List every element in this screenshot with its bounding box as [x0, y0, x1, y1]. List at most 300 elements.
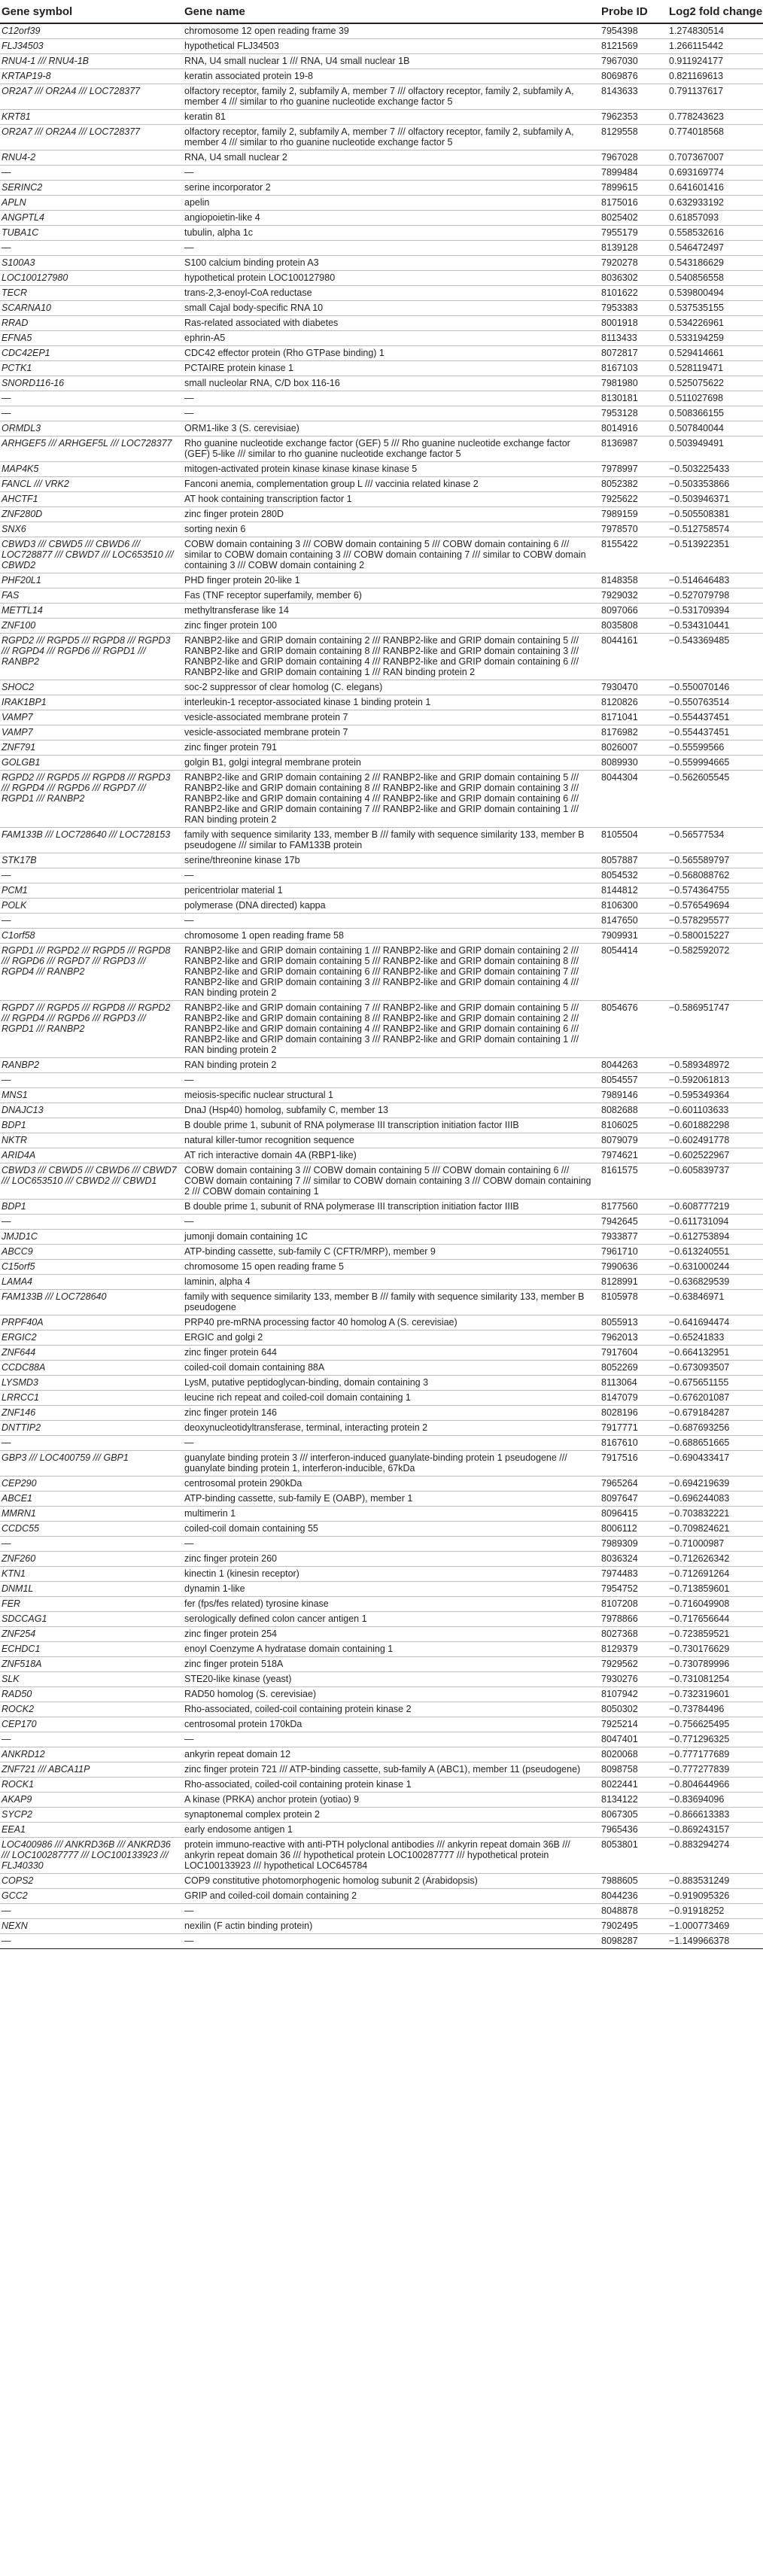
table-row: [0, 695, 763, 710]
probe-id-cell: 8044304: [600, 771, 664, 828]
gene-symbol-cell: KRT81: [0, 110, 183, 125]
gene-symbol-cell: —: [0, 1537, 183, 1552]
gene-symbol-cell: OR2A7 /// OR2A4 /// LOC728377: [0, 84, 183, 110]
gene-name-cell: family with sequence similarity 133, member B /// family with sequence similarity 133, member B pseudogene: [183, 1290, 600, 1315]
log2-fold-change-cell: 0.525075622: [664, 376, 763, 391]
gene-name-cell: natural killer-tumor recognition sequence: [183, 1133, 600, 1148]
gene-symbol-cell: KTN1: [0, 1567, 183, 1582]
log2-fold-change-cell: −0.608777219: [664, 1200, 763, 1215]
gene-name-cell: —: [183, 241, 600, 256]
table-row: [0, 868, 763, 884]
probe-id-cell: 8044263: [600, 1058, 664, 1073]
probe-id-cell: 7962013: [600, 1331, 664, 1346]
table-row: [0, 1376, 763, 1391]
table-row: [0, 477, 763, 492]
probe-id-cell: 8054532: [600, 868, 664, 884]
gene-symbol-cell: ZNF100: [0, 619, 183, 634]
gene-name-cell: —: [183, 166, 600, 181]
gene-symbol-cell: FAM133B /// LOC728640 /// LOC728153: [0, 828, 183, 853]
table-row: [0, 1230, 763, 1245]
table-row: [0, 1717, 763, 1732]
table-row: [0, 23, 763, 39]
gene-name-cell: RANBP2-like and GRIP domain containing 2 /// RANBP2-like and GRIP domain containing 5 /// RANBP2-like and GRIP domain containing 8 /// RANBP2-like and GRIP domain containing 3 /// RANBP2-like and GRIP domain containing 4 /// RANBP2-like and GRIP domain containing 6 /// RANBP2-like and GRIP domain containing 1 /// RAN binding protein 2: [183, 634, 600, 680]
table-row: [0, 1331, 763, 1346]
gene-name-cell: centrosomal protein 290kDa: [183, 1477, 600, 1492]
probe-id-cell: 8121569: [600, 39, 664, 54]
gene-symbol-cell: ZNF146: [0, 1406, 183, 1421]
table-row: [0, 1747, 763, 1762]
gene-symbol-cell: SDCCAG1: [0, 1612, 183, 1627]
table-row: [0, 1346, 763, 1361]
gene-name-cell: soc-2 suppressor of clear homolog (C. elegans): [183, 680, 600, 695]
table-row: [0, 1672, 763, 1687]
probe-id-cell: 7929562: [600, 1657, 664, 1672]
log2-fold-change-cell: 0.533194259: [664, 331, 763, 346]
gene-symbol-cell: ARHGEF5 /// ARHGEF5L /// LOC728377: [0, 436, 183, 462]
table-row: [0, 756, 763, 771]
probe-id-cell: 8054676: [600, 1001, 664, 1058]
log2-fold-change-cell: −0.565589797: [664, 853, 763, 868]
log2-fold-change-cell: 1.274830514: [664, 23, 763, 39]
gene-name-cell: family with sequence similarity 133, member B /// family with sequence similarity 133, member B pseudogene /// similar to FAM133B protein: [183, 828, 600, 853]
gene-name-cell: keratin 81: [183, 110, 600, 125]
gene-symbol-cell: RANBP2: [0, 1058, 183, 1073]
gene-name-cell: Rho-associated, coiled-coil containing protein kinase 2: [183, 1702, 600, 1717]
probe-id-cell: 8096415: [600, 1507, 664, 1522]
table-row: [0, 619, 763, 634]
probe-id-cell: 7988605: [600, 1874, 664, 1889]
gene-name-cell: polymerase (DNA directed) kappa: [183, 899, 600, 914]
table-row: [0, 853, 763, 868]
log2-fold-change-cell: −0.514646483: [664, 573, 763, 588]
header-row: [0, 0, 763, 23]
gene-symbol-cell: —: [0, 1934, 183, 1949]
gene-name-cell: tubulin, alpha 1c: [183, 226, 600, 241]
gene-name-cell: jumonji domain containing 1C: [183, 1230, 600, 1245]
log2-fold-change-cell: −0.717656644: [664, 1612, 763, 1627]
gene-symbol-cell: DNAJC13: [0, 1103, 183, 1118]
table-row: [0, 361, 763, 376]
gene-symbol-cell: KRTAP19-8: [0, 69, 183, 84]
table-row: [0, 573, 763, 588]
gene-symbol-cell: JMJD1C: [0, 1230, 183, 1245]
probe-id-cell: 8144812: [600, 884, 664, 899]
log2-fold-change-cell: 0.543186629: [664, 256, 763, 271]
table-row: [0, 1552, 763, 1567]
log2-fold-change-cell: 0.821169613: [664, 69, 763, 84]
gene-symbol-cell: ABCC9: [0, 1245, 183, 1260]
gene-name-cell: deoxynucleotidyltransferase, terminal, interacting protein 2: [183, 1421, 600, 1436]
log2-fold-change-cell: −0.505508381: [664, 507, 763, 522]
probe-id-cell: 7925214: [600, 1717, 664, 1732]
probe-id-cell: 8105504: [600, 828, 664, 853]
log2-fold-change-cell: −0.554437451: [664, 725, 763, 741]
gene-symbol-cell: MNS1: [0, 1088, 183, 1103]
gene-symbol-cell: CCDC88A: [0, 1361, 183, 1376]
gene-symbol-cell: ANKRD12: [0, 1747, 183, 1762]
table-row: [0, 1260, 763, 1275]
probe-id-cell: 7899615: [600, 181, 664, 196]
gene-name-cell: ERGIC and golgi 2: [183, 1331, 600, 1346]
table-row: [0, 421, 763, 436]
gene-symbol-cell: OR2A7 /// OR2A4 /// LOC728377: [0, 125, 183, 151]
log2-fold-change-cell: −0.71000987: [664, 1537, 763, 1552]
gene-name-cell: S100 calcium binding protein A3: [183, 256, 600, 271]
gene-name-cell: B double prime 1, subunit of RNA polymerase III transcription initiation factor IIIB: [183, 1118, 600, 1133]
log2-fold-change-cell: −0.730789996: [664, 1657, 763, 1672]
gene-name-cell: RAD50 homolog (S. cerevisiae): [183, 1687, 600, 1702]
gene-name-cell: zinc finger protein 254: [183, 1627, 600, 1642]
log2-fold-change-cell: −0.709824621: [664, 1522, 763, 1537]
gene-name-cell: A kinase (PRKA) anchor protein (yotiao) 9: [183, 1793, 600, 1808]
log2-fold-change-cell: −0.56577534: [664, 828, 763, 853]
gene-symbol-cell: ROCK2: [0, 1702, 183, 1717]
table-row: [0, 588, 763, 604]
table-row: [0, 196, 763, 211]
gene-name-cell: enoyl Coenzyme A hydratase domain containing 1: [183, 1642, 600, 1657]
gene-symbol-cell: RRAD: [0, 316, 183, 331]
table-row: [0, 1215, 763, 1230]
log2-fold-change-cell: −0.503225433: [664, 462, 763, 477]
probe-id-cell: 8027368: [600, 1627, 664, 1642]
probe-id-cell: 8161575: [600, 1163, 664, 1200]
log2-fold-change-cell: −0.687693256: [664, 1421, 763, 1436]
probe-id-cell: 8057887: [600, 853, 664, 868]
gene-symbol-cell: PCTK1: [0, 361, 183, 376]
table-row: [0, 181, 763, 196]
probe-id-cell: 7955179: [600, 226, 664, 241]
gene-symbol-cell: COPS2: [0, 1874, 183, 1889]
probe-id-cell: 8055913: [600, 1315, 664, 1331]
gene-name-cell: PRP40 pre-mRNA processing factor 40 homolog A (S. cerevisiae): [183, 1315, 600, 1331]
gene-symbol-cell: ANGPTL4: [0, 211, 183, 226]
gene-name-cell: vesicle-associated membrane protein 7: [183, 725, 600, 741]
probe-id-cell: 7954752: [600, 1582, 664, 1597]
table-header: [0, 0, 763, 23]
gene-name-cell: pericentriolar material 1: [183, 884, 600, 899]
gene-name-cell: hypothetical protein LOC100127980: [183, 271, 600, 286]
gene-symbol-cell: BDP1: [0, 1200, 183, 1215]
probe-id-cell: 8014916: [600, 421, 664, 436]
log2-fold-change-cell: −0.703832221: [664, 1507, 763, 1522]
probe-id-cell: 7953128: [600, 406, 664, 421]
gene-symbol-cell: SERINC2: [0, 181, 183, 196]
gene-name-cell: synaptonemal complex protein 2: [183, 1808, 600, 1823]
probe-id-cell: 8097066: [600, 604, 664, 619]
log2-fold-change-cell: −0.586951747: [664, 1001, 763, 1058]
probe-id-cell: 8052382: [600, 477, 664, 492]
gene-symbol-cell: —: [0, 868, 183, 884]
gene-symbol-cell: ZNF260: [0, 1552, 183, 1567]
gene-symbol-cell: RNU4-1 /// RNU4-1B: [0, 54, 183, 69]
gene-name-cell: —: [183, 406, 600, 421]
probe-id-cell: 8101622: [600, 286, 664, 301]
gene-name-cell: hypothetical FLJ34503: [183, 39, 600, 54]
gene-name-cell: Fas (TNF receptor superfamily, member 6): [183, 588, 600, 604]
probe-id-cell: 8044236: [600, 1889, 664, 1904]
gene-symbol-cell: ABCE1: [0, 1492, 183, 1507]
gene-symbol-cell: S100A3: [0, 256, 183, 271]
log2-fold-change-cell: −0.568088762: [664, 868, 763, 884]
gene-symbol-cell: CCDC55: [0, 1522, 183, 1537]
gene-name-cell: chromosome 1 open reading frame 58: [183, 929, 600, 944]
gene-symbol-cell: BDP1: [0, 1118, 183, 1133]
gene-name-cell: Ras-related associated with diabetes: [183, 316, 600, 331]
table-row: [0, 771, 763, 828]
gene-name-cell: COBW domain containing 3 /// COBW domain containing 5 /// COBW domain containing 6 /// COBW domain containing 7 /// similar to COBW domain containing 3 /// COBW domain containing 2 /// COBW domain containing 1: [183, 1163, 600, 1200]
gene-name-cell: —: [183, 914, 600, 929]
log2-fold-change-cell: −0.676201087: [664, 1391, 763, 1406]
log2-fold-change-cell: 0.558532616: [664, 226, 763, 241]
log2-fold-change-cell: −0.578295577: [664, 914, 763, 929]
gene-name-cell: fer (fps/fes related) tyrosine kinase: [183, 1597, 600, 1612]
table-row: [0, 1702, 763, 1717]
log2-fold-change-cell: −0.531709394: [664, 604, 763, 619]
log2-fold-change-cell: −0.866613383: [664, 1808, 763, 1823]
gene-symbol-cell: SNORD116-16: [0, 376, 183, 391]
gene-symbol-cell: FLJ34503: [0, 39, 183, 54]
gene-name-cell: ORM1-like 3 (S. cerevisiae): [183, 421, 600, 436]
table-row: [0, 1406, 763, 1421]
table-row: [0, 271, 763, 286]
table-row: [0, 241, 763, 256]
gene-name-cell: nexilin (F actin binding protein): [183, 1919, 600, 1934]
table-row: [0, 1934, 763, 1949]
table-row: [0, 211, 763, 226]
probe-id-cell: 8143633: [600, 84, 664, 110]
log2-fold-change-cell: −0.589348972: [664, 1058, 763, 1073]
gene-symbol-cell: EFNA5: [0, 331, 183, 346]
gene-symbol-cell: CDC42EP1: [0, 346, 183, 361]
gene-name-cell: chromosome 15 open reading frame 5: [183, 1260, 600, 1275]
gene-name-cell: coiled-coil domain containing 55: [183, 1522, 600, 1537]
probe-id-cell: 7990636: [600, 1260, 664, 1275]
table-row: [0, 1732, 763, 1747]
gene-name-cell: RANBP2-like and GRIP domain containing 2 /// RANBP2-like and GRIP domain containing 5 /// RANBP2-like and GRIP domain containing 8 /// RANBP2-like and GRIP domain containing 3 /// RANBP2-like and GRIP domain containing 4 /// RANBP2-like and GRIP domain containing 6 /// RANBP2-like and GRIP domain containing 7 /// RANBP2-like and GRIP domain containing 1 /// RAN binding protein 2: [183, 771, 600, 828]
table-row: [0, 1687, 763, 1702]
probe-id-cell: 8026007: [600, 741, 664, 756]
gene-name-cell: —: [183, 1436, 600, 1451]
log2-fold-change-cell: −0.673093507: [664, 1361, 763, 1376]
table-row: [0, 151, 763, 166]
table-row: [0, 507, 763, 522]
probe-id-cell: 8044161: [600, 634, 664, 680]
log2-fold-change-cell: −0.636829539: [664, 1275, 763, 1290]
probe-id-cell: 7981980: [600, 376, 664, 391]
gene-symbol-cell: —: [0, 1904, 183, 1919]
log2-fold-change-cell: 0.61857093: [664, 211, 763, 226]
gene-symbol-cell: —: [0, 1732, 183, 1747]
log2-fold-change-cell: −0.576549694: [664, 899, 763, 914]
gene-symbol-header: Gene symbol: [0, 0, 183, 23]
table-row: [0, 1361, 763, 1376]
log2-fold-change-cell: −0.550763514: [664, 695, 763, 710]
log2-fold-change-cell: 0.707367007: [664, 151, 763, 166]
gene-name-cell: dynamin 1-like: [183, 1582, 600, 1597]
gene-symbol-cell: ZNF280D: [0, 507, 183, 522]
gene-name-cell: zinc finger protein 146: [183, 1406, 600, 1421]
probe-id-cell: 7942645: [600, 1215, 664, 1230]
gene-name-cell: zinc finger protein 518A: [183, 1657, 600, 1672]
probe-id-cell: 8120826: [600, 695, 664, 710]
probe-id-cell: 7989309: [600, 1537, 664, 1552]
log2-fold-change-cell: −0.716049908: [664, 1597, 763, 1612]
probe-id-cell: 8054557: [600, 1073, 664, 1088]
gene-symbol-cell: APLN: [0, 196, 183, 211]
gene-symbol-cell: RAD50: [0, 1687, 183, 1702]
gene-symbol-cell: —: [0, 391, 183, 406]
table-row: [0, 1088, 763, 1103]
log2-fold-change-cell: −0.869243157: [664, 1823, 763, 1838]
probe-id-cell: 8082688: [600, 1103, 664, 1118]
table-row: [0, 1058, 763, 1073]
gene-symbol-cell: DNM1L: [0, 1582, 183, 1597]
probe-id-cell: 8028196: [600, 1406, 664, 1421]
table-row: [0, 1492, 763, 1507]
table-row: [0, 634, 763, 680]
table-row: [0, 1118, 763, 1133]
table-row: [0, 166, 763, 181]
log2-fold-change-cell: −0.919095326: [664, 1889, 763, 1904]
table-row: [0, 1919, 763, 1934]
gene-name-cell: COBW domain containing 3 /// COBW domain containing 5 /// COBW domain containing 6 /// similar to COBW domain containing 3 /// COBW domain containing 7 /// similar to COBW domain containing 3 /// COBW domain containing 2: [183, 537, 600, 573]
gene-name-cell: Rho guanine nucleotide exchange factor (GEF) 5 /// Rho guanine nucleotide exchange factor (GEF) 5-like /// similar to rho guanine nucleotide exchange factor 5: [183, 436, 600, 462]
probe-id-cell: 7978997: [600, 462, 664, 477]
gene-symbol-cell: VAMP7: [0, 725, 183, 741]
gene-symbol-cell: POLK: [0, 899, 183, 914]
log2-fold-change-cell: 0.911924177: [664, 54, 763, 69]
gene-name-cell: —: [183, 391, 600, 406]
log2-fold-change-cell: 0.511027698: [664, 391, 763, 406]
gene-symbol-cell: GCC2: [0, 1889, 183, 1904]
gene-name-cell: zinc finger protein 721 /// ATP-binding cassette, sub-family A (ABC1), member 11 (pseudogene): [183, 1762, 600, 1778]
gene-name-cell: RAN binding protein 2: [183, 1058, 600, 1073]
gene-name-cell: angiopoietin-like 4: [183, 211, 600, 226]
table-row: [0, 1103, 763, 1118]
log2-fold-change-cell: −0.65241833: [664, 1331, 763, 1346]
gene-symbol-cell: —: [0, 406, 183, 421]
probe-id-cell: 8107942: [600, 1687, 664, 1702]
probe-id-cell: 8053801: [600, 1838, 664, 1874]
table-row: [0, 1657, 763, 1672]
gene-symbol-cell: SNX6: [0, 522, 183, 537]
table-row: [0, 1823, 763, 1838]
gene-name-cell: PHD finger protein 20-like 1: [183, 573, 600, 588]
table-row: [0, 376, 763, 391]
log2-fold-change-cell: −0.804644966: [664, 1778, 763, 1793]
table-row: [0, 406, 763, 421]
gene-name-cell: —: [183, 868, 600, 884]
table-row: [0, 286, 763, 301]
log2-fold-change-cell: −0.664132951: [664, 1346, 763, 1361]
gene-name-cell: laminin, alpha 4: [183, 1275, 600, 1290]
gene-name-cell: —: [183, 1904, 600, 1919]
gene-symbol-cell: —: [0, 1073, 183, 1088]
log2-fold-change-cell: −0.582592072: [664, 944, 763, 1001]
gene-symbol-cell: C12orf39: [0, 23, 183, 39]
probe-id-cell: 7925622: [600, 492, 664, 507]
table-row: [0, 84, 763, 110]
probe-id-cell: 7967030: [600, 54, 664, 69]
gene-name-cell: LysM, putative peptidoglycan-binding, domain containing 3: [183, 1376, 600, 1391]
probe-id-cell: 7954398: [600, 23, 664, 39]
table-row: [0, 1838, 763, 1874]
gene-name-cell: STE20-like kinase (yeast): [183, 1672, 600, 1687]
gene-symbol-cell: ORMDL3: [0, 421, 183, 436]
table-row: [0, 710, 763, 725]
log2-fold-change-cell: 0.632933192: [664, 196, 763, 211]
gene-symbol-cell: IRAK1BP1: [0, 695, 183, 710]
table-row: [0, 1275, 763, 1290]
probe-id-cell: 8079079: [600, 1133, 664, 1148]
log2-fold-change-cell: 0.540856558: [664, 271, 763, 286]
probe-id-cell: 7974483: [600, 1567, 664, 1582]
probe-id-cell: 8167610: [600, 1436, 664, 1451]
gene-symbol-cell: C15orf5: [0, 1260, 183, 1275]
gene-name-cell: multimerin 1: [183, 1507, 600, 1522]
gene-symbol-cell: GOLGB1: [0, 756, 183, 771]
probe-id-cell: 8171041: [600, 710, 664, 725]
gene-name-cell: GRIP and coiled-coil domain containing 2: [183, 1889, 600, 1904]
gene-symbol-cell: ARID4A: [0, 1148, 183, 1163]
gene-symbol-cell: SLK: [0, 1672, 183, 1687]
probe-id-cell: 8036302: [600, 271, 664, 286]
gene-symbol-cell: TUBA1C: [0, 226, 183, 241]
table-row: [0, 1597, 763, 1612]
log2-fold-change-cell: −0.883294274: [664, 1838, 763, 1874]
gene-name-cell: zinc finger protein 280D: [183, 507, 600, 522]
probe-id-cell: 7917771: [600, 1421, 664, 1436]
log2-fold-change-cell: 0.507840044: [664, 421, 763, 436]
gene-name-cell: B double prime 1, subunit of RNA polymerase III transcription initiation factor IIIB: [183, 1200, 600, 1215]
probe-id-cell: 8106025: [600, 1118, 664, 1133]
gene-symbol-cell: ZNF721 /// ABCA11P: [0, 1762, 183, 1778]
table-row: [0, 1778, 763, 1793]
probe-id-cell: 8176982: [600, 725, 664, 741]
gene-name-cell: vesicle-associated membrane protein 7: [183, 710, 600, 725]
gene-symbol-cell: RGPD2 /// RGPD5 /// RGPD8 /// RGPD3 /// RGPD4 /// RGPD6 /// RGPD1 /// RANBP2: [0, 634, 183, 680]
gene-name-cell: Fanconi anemia, complementation group L /// vaccinia related kinase 2: [183, 477, 600, 492]
table-row: [0, 1245, 763, 1260]
log2-fold-change-cell: 0.529414661: [664, 346, 763, 361]
log2-fold-change-cell: −0.694219639: [664, 1477, 763, 1492]
probe-id-cell: 8035808: [600, 619, 664, 634]
table-row: [0, 1073, 763, 1088]
gene-symbol-cell: DNTTIP2: [0, 1421, 183, 1436]
gene-symbol-cell: ZNF644: [0, 1346, 183, 1361]
log2-fold-change-cell: −0.602491778: [664, 1133, 763, 1148]
gene-name-cell: DnaJ (Hsp40) homolog, subfamily C, member 13: [183, 1103, 600, 1118]
gene-name-cell: zinc finger protein 100: [183, 619, 600, 634]
log2-fold-change-cell: −0.605839737: [664, 1163, 763, 1200]
log2-fold-change-cell: −0.559994665: [664, 756, 763, 771]
log2-fold-change-cell: −0.601103633: [664, 1103, 763, 1118]
probe-id-cell: 8167103: [600, 361, 664, 376]
probe-id-cell: 8136987: [600, 436, 664, 462]
log2-fold-change-cell: −0.631000244: [664, 1260, 763, 1275]
table-row: [0, 522, 763, 537]
gene-symbol-cell: ZNF254: [0, 1627, 183, 1642]
gene-name-cell: small nucleolar RNA, C/D box 116-16: [183, 376, 600, 391]
log2-fold-change-cell: −0.527079798: [664, 588, 763, 604]
table-row: [0, 1627, 763, 1642]
table-row: [0, 1904, 763, 1919]
gene-symbol-cell: LRRCC1: [0, 1391, 183, 1406]
table-row: [0, 1001, 763, 1058]
gene-symbol-cell: PCM1: [0, 884, 183, 899]
gene-symbol-cell: STK17B: [0, 853, 183, 868]
table-row: [0, 125, 763, 151]
